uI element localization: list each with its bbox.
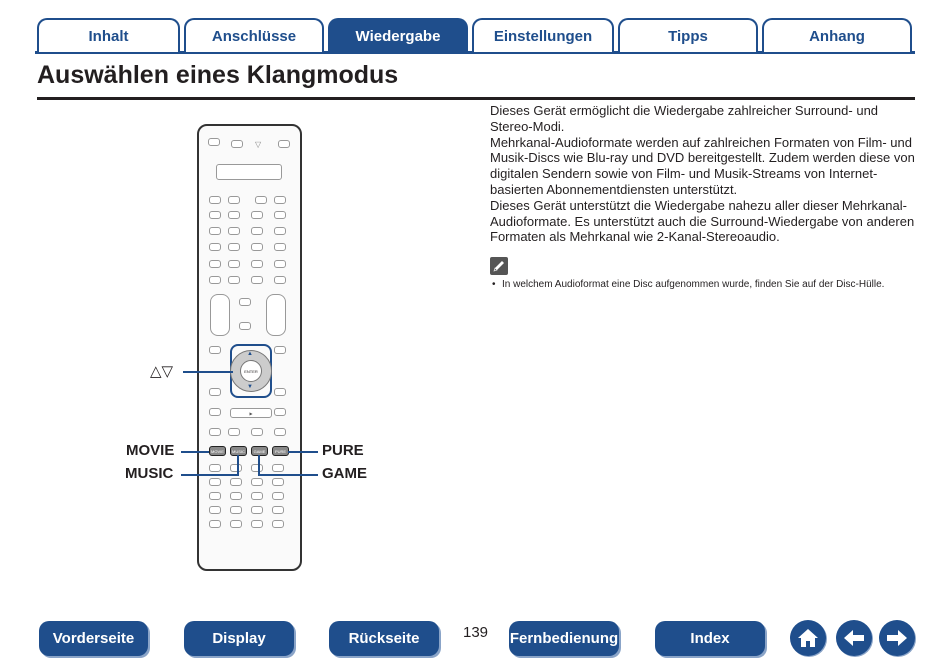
title-divider [37,97,915,100]
arrow-right-icon [885,628,909,648]
power-button [278,140,290,148]
body-paragraph: Dieses Gerät unterstützt die Wiedergabe nahezu aller dieser Mehrkanal-Audioformate. Es unterstützt auch die Surround-Wiedergabe von anderen Formaten als Mehrkanal wie 2-Kanal-Stereoaudio. [490,197,915,245]
home-button[interactable] [790,620,826,656]
pencil-icon [490,257,508,275]
music-button: MUSIC [230,446,247,456]
home-icon [796,627,820,649]
music-callout-line [181,474,239,476]
pure-callout: PURE [322,442,364,459]
remote-display-window [216,164,282,180]
tab-tipps[interactable]: Tipps [618,18,758,52]
game-callout-line [258,474,318,476]
pure-button: PURE [272,446,289,456]
arrow-left-icon [842,628,866,648]
updown-callout-line [183,371,233,373]
pure-callout-line [288,451,318,453]
display-button[interactable]: Display [184,621,294,656]
page-title: Auswählen eines Klangmodus [37,61,399,89]
body-text [490,103,915,245]
avr-button [231,140,243,148]
music-callout: MUSIC [125,465,174,482]
rear-panel-button[interactable]: Rückseite [329,621,439,656]
cursor-down-icon: ▼ [247,384,253,390]
movie-callout-line [181,451,209,453]
music-callout-line-v [237,455,239,476]
remote-control-button[interactable]: Fernbedienung [509,621,619,656]
tab-wiedergabe[interactable]: Wiedergabe [328,18,468,52]
updown-callout: △▽ [150,363,174,380]
forward-button[interactable] [879,620,915,656]
tab-anschluesse[interactable]: Anschlüsse [184,18,324,52]
tab-einstellungen[interactable]: Einstellungen [472,18,614,52]
tab-inhalt[interactable]: Inhalt [37,18,180,52]
movie-button: MOVIE [209,446,226,456]
note-item: • In welchem Audioformat eine Disc aufgenommen wurde, finden Sie auf der Disc-Hülle. [490,278,910,291]
body-paragraph: Mehrkanal-Audioformate werden auf zahlreichen Formaten von Film- und Musik-Discs wie Blu-ray und DVD bereitgestellt. Zudem werden diese von digitalen Sendern sowie von Film- und Musik-Streams von Internet-basierten Abonnementdiensten unterstützt. [490,134,915,197]
game-callout: GAME [322,465,367,482]
note-list [490,278,910,291]
enter-button: ENTER [240,360,262,382]
page-number: 139 [463,624,489,641]
channel-rocker [266,294,286,336]
back-button[interactable] [836,620,872,656]
body-paragraph: Dieses Gerät ermöglicht die Wiedergabe zahlreicher Surround- und Stereo-Modi. [490,103,879,134]
front-page-button[interactable]: Vorderseite [39,621,148,656]
antenna-icon: ▽ [255,140,262,149]
zone-select-button [208,138,220,146]
cursor-up-icon: ▲ [247,351,253,357]
game-callout-line-v [258,455,260,476]
movie-callout: MOVIE [126,442,175,459]
volume-rocker [210,294,230,336]
game-button: GAME [251,446,268,456]
index-button[interactable]: Index [655,621,765,656]
tab-bar [0,0,950,56]
play-button: ▶ [230,408,272,418]
remote-control-illustration [197,124,302,571]
tab-anhang[interactable]: Anhang [762,18,912,52]
